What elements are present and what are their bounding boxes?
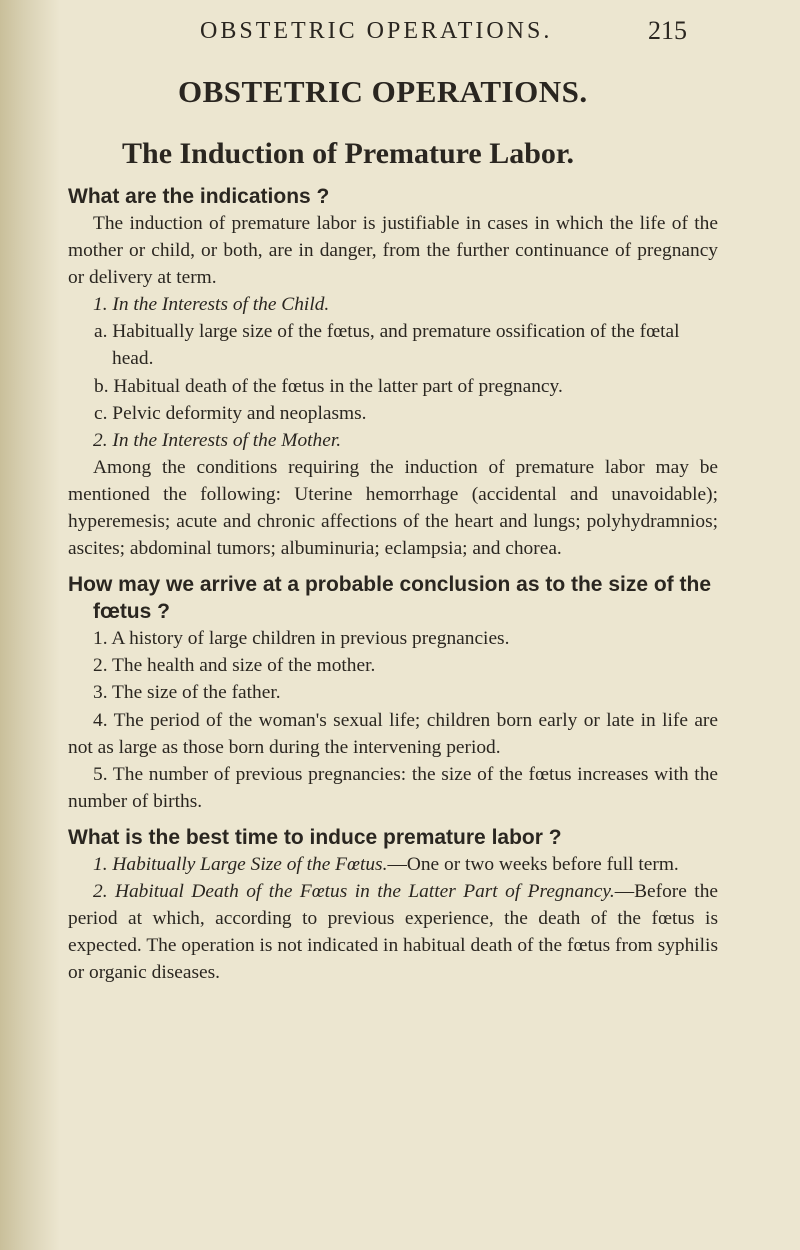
time-item-2-text: —Before the period at which, according to previous experience, the death of the fœtus is expected. The operation is not indicated in habitual death of the fœtus from syphilis or organic diseases. [68,880,718,984]
size-item-3: 3. The size of the father. [93,682,281,704]
child-interests-heading: 1. In the Interests of the Child. [93,294,330,316]
size-item-4: 4. The period of the woman's sexual life; children born early or late in life are not as large as those born during the intervening period. [68,709,718,758]
question-best-time: What is the best time to induce premature labor ? [68,825,562,849]
question-foetus-size: How may we arrive at a probable conclusion as to the size of the fœtus ? [68,573,712,624]
time-item-1-text: —One or two weeks before full term. [387,853,679,875]
time-item-1-label: 1. Habitually Large Size of the Fœtus. [93,853,388,875]
indications-intro: The induction of premature labor is justifiable in cases in which the life of the mother or child, or both, are in danger, from the further continuance of pregnancy or delivery at term. [68,213,718,289]
time-item-2-label: 2. Habitual Death of the Fœtus in the Latter Part of Pregnancy. [93,880,615,902]
size-item-2: 2. The health and size of the mother. [93,655,376,677]
size-item-5: 5. The number of previous pregnancies: the size of the fœtus increases with the number of births. [68,763,718,812]
time-item-2 [68,878,718,986]
child-item-c: c. Pelvic deformity and neoplasms. [94,402,367,424]
time-item-1 [68,851,718,878]
page-body [68,183,718,986]
child-item-b: b. Habitual death of the fœtus in the latter part of pregnancy. [94,375,563,397]
question-indications: What are the indications ? [68,185,330,208]
running-head: OBSTETRIC OPERATIONS. [200,18,553,44]
chapter-title: OBSTETRIC OPERATIONS. [178,74,588,109]
page-number: 215 [648,16,687,45]
size-item-1: 1. A history of large children in previous pregnancies. [93,628,510,650]
child-item-a: a. Habitually large size of the fœtus, and premature ossification of the fœtal head. [94,321,680,370]
section-title: The Induction of Premature Labor. [122,137,574,170]
mother-interests-heading: 2. In the Interests of the Mother. [93,429,342,451]
mother-conditions-text: Among the conditions requiring the induction of premature labor may be mentioned the following: Uterine hemorrhage (accidental and unavoidable); hyperemesis; acute and chronic affections of the heart and lungs; polyhydramnios; ascites; abdominal tumors; albuminuria; eclampsia; and chorea. [68,456,718,560]
